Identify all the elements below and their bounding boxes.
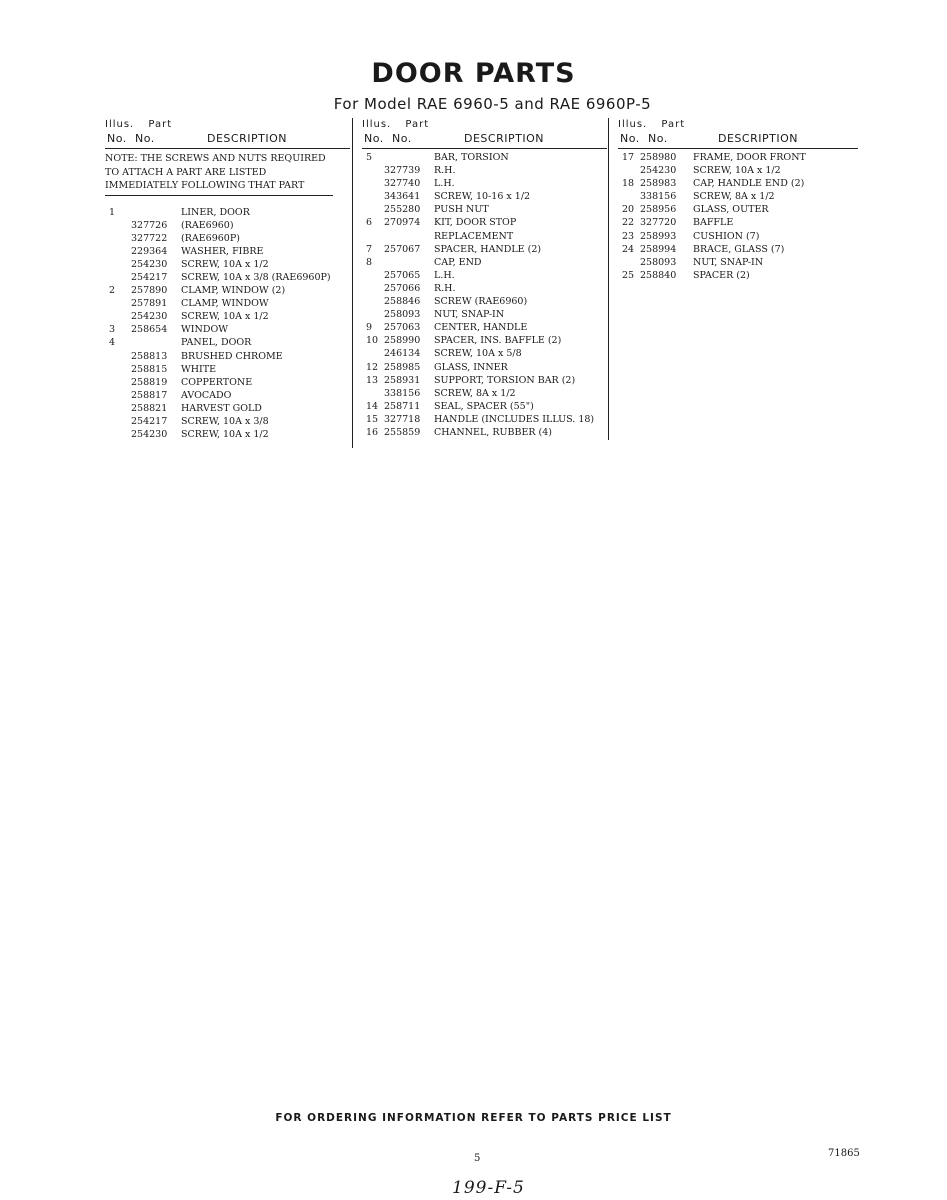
part-row xyxy=(362,427,607,440)
part-number: 257065 xyxy=(384,269,421,281)
part-row xyxy=(362,335,607,348)
part-number: 327722 xyxy=(131,232,168,244)
part-description: BRACE, GLASS (7) xyxy=(693,243,785,255)
part-description: SCREW, 10A x 5/8 xyxy=(434,348,522,360)
illus-number: 20 xyxy=(622,204,635,216)
illus-number: 24 xyxy=(622,243,635,255)
part-row xyxy=(618,270,858,283)
part-row xyxy=(618,178,858,191)
part-row xyxy=(362,414,607,427)
part-description: SEAL, SPACER (55") xyxy=(434,400,534,412)
parts-list-1 xyxy=(105,207,350,443)
parts-list-3 xyxy=(618,152,858,283)
column-header-top xyxy=(618,119,858,132)
part-row xyxy=(618,191,858,204)
page-subtitle: For Model RAE 6960-5 and RAE 6960P-5 xyxy=(333,95,652,113)
part-description: PUSH NUT xyxy=(434,204,489,216)
part-description: NUT, SNAP-IN xyxy=(434,309,505,321)
illus-number: 22 xyxy=(622,217,635,229)
part-row xyxy=(105,403,350,416)
page-number: 5 xyxy=(474,1153,481,1164)
part-description: HARVEST GOLD xyxy=(181,402,262,414)
part-number: 270974 xyxy=(384,217,421,229)
part-number: 254217 xyxy=(131,271,168,283)
part-number: 257066 xyxy=(384,282,421,294)
part-row xyxy=(618,217,858,230)
part-row xyxy=(105,377,350,390)
part-row xyxy=(362,231,607,244)
part-number: 258994 xyxy=(640,243,677,255)
part-description: SCREW (RAE6960) xyxy=(434,296,528,308)
part-number: 258821 xyxy=(131,402,168,414)
part-number: 258093 xyxy=(384,309,421,321)
part-description: (RAE6960) xyxy=(181,219,234,231)
column-header-top xyxy=(362,119,607,132)
illus-number: 25 xyxy=(622,269,635,281)
part-number: 338156 xyxy=(384,387,421,399)
part-number: 254230 xyxy=(131,429,168,441)
illus-number: 17 xyxy=(622,152,635,163)
illus-number: 13 xyxy=(366,374,379,386)
part-description: SCREW, 10A x 3/8 (RAE6960P) xyxy=(181,271,331,283)
page-title: DOOR PARTS xyxy=(371,58,576,89)
part-number: 258985 xyxy=(384,361,421,373)
part-number: 327739 xyxy=(384,165,421,177)
part-description: HANDLE (INCLUDES ILLUS. 18) xyxy=(434,413,595,425)
illus-number: 1 xyxy=(109,206,116,218)
part-row xyxy=(105,246,350,259)
part-description: SUPPORT, TORSION BAR (2) xyxy=(434,374,576,386)
column-header-bottom xyxy=(362,132,607,149)
part-description: PANEL, DOOR xyxy=(181,337,252,349)
part-number: 257063 xyxy=(384,322,421,334)
part-description: SPACER (2) xyxy=(693,269,750,281)
part-row xyxy=(618,257,858,270)
handwritten-note: 199-F-5 xyxy=(452,1178,525,1198)
illus-number: 15 xyxy=(366,413,379,425)
part-number: 338156 xyxy=(640,191,677,203)
part-row xyxy=(362,270,607,283)
illus-number: 5 xyxy=(366,152,373,163)
part-row xyxy=(362,152,607,165)
part-description: NUT, SNAP-IN xyxy=(693,256,764,268)
part-number: 258993 xyxy=(640,230,677,242)
illus-no-label: No. xyxy=(107,132,127,145)
description-label: DESCRIPTION xyxy=(207,132,287,145)
part-row xyxy=(362,217,607,230)
illus-number: 18 xyxy=(622,178,635,190)
part-number: 258983 xyxy=(640,178,677,190)
part-row xyxy=(362,309,607,322)
screws-note: NOTE: THE SCREWS AND NUTS REQUIRED TO ATTACH A PART ARE LISTED IMMEDIATELY FOLLOWING THAT PART xyxy=(105,152,333,196)
part-number: 255859 xyxy=(384,426,421,438)
part-description: WHITE xyxy=(181,363,217,375)
illus-no-label: No. xyxy=(620,132,640,145)
part-number: 255280 xyxy=(384,204,421,216)
part-description: CAP, END xyxy=(434,256,482,268)
illus-number: 4 xyxy=(109,337,116,349)
description-label: DESCRIPTION xyxy=(718,132,798,145)
part-description: SCREW, 10A x 1/2 xyxy=(693,165,781,177)
illus-number: 2 xyxy=(109,285,116,297)
part-number: 327726 xyxy=(131,219,168,231)
part-description: FRAME, DOOR FRONT xyxy=(693,152,806,163)
part-number: 257067 xyxy=(384,243,421,255)
part-description: REPLACEMENT xyxy=(434,230,514,242)
part-description: CUSHION (7) xyxy=(693,230,760,242)
part-description: SCREW, 8A x 1/2 xyxy=(434,387,516,399)
part-number: 258980 xyxy=(640,152,677,163)
part-number: 258819 xyxy=(131,376,168,388)
part-row xyxy=(362,348,607,361)
part-description: BRUSHED CHROME xyxy=(181,350,283,362)
column-divider xyxy=(352,118,353,448)
part-description: R.H. xyxy=(434,282,456,294)
part-number: 343641 xyxy=(384,191,421,203)
part-number: 258711 xyxy=(384,400,421,412)
part-number: 257891 xyxy=(131,298,168,310)
part-row xyxy=(105,364,350,377)
part-number: 254230 xyxy=(640,165,677,177)
part-label: Part xyxy=(661,119,686,130)
part-description: LINER, DOOR xyxy=(181,206,250,218)
part-number: 258093 xyxy=(640,256,677,268)
illus-number: 8 xyxy=(366,256,373,268)
part-row xyxy=(362,322,607,335)
part-row xyxy=(105,337,350,350)
parts-column-1 xyxy=(105,119,350,442)
part-row xyxy=(618,152,858,165)
part-number: 257890 xyxy=(131,285,168,297)
part-number: 327740 xyxy=(384,178,421,190)
part-number: 258813 xyxy=(131,350,168,362)
part-description: WINDOW xyxy=(181,324,228,336)
illus-label: Illus. xyxy=(105,119,135,130)
part-no-label: No. xyxy=(648,132,668,145)
part-row xyxy=(105,324,350,337)
part-description: L.H. xyxy=(434,178,455,190)
part-description: SCREW, 10-16 x 1/2 xyxy=(434,191,531,203)
part-number: 327720 xyxy=(640,217,677,229)
illus-no-label: No. xyxy=(364,132,384,145)
part-row xyxy=(362,296,607,309)
part-row xyxy=(362,401,607,414)
part-number: 254230 xyxy=(131,258,168,270)
illus-number: 7 xyxy=(366,243,373,255)
part-description: SPACER, HANDLE (2) xyxy=(434,243,542,255)
part-number: 258931 xyxy=(384,374,421,386)
part-description: CHANNEL, RUBBER (4) xyxy=(434,426,553,438)
part-description: CAP, HANDLE END (2) xyxy=(693,178,805,190)
part-row xyxy=(362,283,607,296)
illus-number: 23 xyxy=(622,230,635,242)
part-row xyxy=(105,207,350,220)
part-row xyxy=(362,257,607,270)
illus-label: Illus. xyxy=(362,119,392,130)
illus-label: Illus. xyxy=(618,119,648,130)
illus-number: 14 xyxy=(366,400,379,412)
part-description: KIT, DOOR STOP xyxy=(434,217,517,229)
description-label: DESCRIPTION xyxy=(464,132,544,145)
part-description: GLASS, OUTER xyxy=(693,204,769,216)
part-row xyxy=(362,178,607,191)
part-description: BAFFLE xyxy=(693,217,734,229)
part-row xyxy=(362,244,607,257)
part-row xyxy=(362,375,607,388)
part-row xyxy=(105,220,350,233)
parts-column-2 xyxy=(362,119,607,440)
part-number: 258817 xyxy=(131,389,168,401)
part-row xyxy=(362,191,607,204)
parts-list-2 xyxy=(362,152,607,440)
part-row xyxy=(105,429,350,442)
part-row xyxy=(362,362,607,375)
column-header-top xyxy=(105,119,350,132)
part-description: L.H. xyxy=(434,269,455,281)
part-description: SPACER, INS. BAFFLE (2) xyxy=(434,335,562,347)
part-number: 258815 xyxy=(131,363,168,375)
part-row xyxy=(105,390,350,403)
part-number: 254217 xyxy=(131,416,168,427)
part-number: 258956 xyxy=(640,204,677,216)
part-row xyxy=(105,272,350,285)
part-row xyxy=(105,298,350,311)
part-number: 258840 xyxy=(640,269,677,281)
part-row xyxy=(105,311,350,324)
part-number: 258654 xyxy=(131,324,168,336)
illus-number: 3 xyxy=(109,324,116,336)
illus-number: 10 xyxy=(366,335,379,347)
part-description: AVOCADO xyxy=(181,389,232,401)
illus-number: 16 xyxy=(366,426,379,438)
part-row xyxy=(618,165,858,178)
part-row xyxy=(618,244,858,257)
part-row xyxy=(105,259,350,272)
ordering-info: FOR ORDERING INFORMATION REFER TO PARTS PRICE LIST xyxy=(275,1112,672,1124)
parts-column-3 xyxy=(618,119,858,283)
part-row xyxy=(362,165,607,178)
part-number: 254230 xyxy=(131,311,168,323)
part-description: CENTER, HANDLE xyxy=(434,322,528,334)
illus-number: 12 xyxy=(366,361,379,373)
part-number: 258990 xyxy=(384,335,421,347)
part-description: SCREW, 10A x 3/8 xyxy=(181,416,269,427)
part-description: CLAMP, WINDOW xyxy=(181,298,269,310)
part-description: SCREW, 10A x 1/2 xyxy=(181,429,269,441)
part-row xyxy=(105,233,350,246)
part-description: WASHER, FIBRE xyxy=(181,245,264,257)
column-header-bottom xyxy=(105,132,350,149)
part-label: Part xyxy=(148,119,173,130)
illus-number: 6 xyxy=(366,217,373,229)
part-number: 258846 xyxy=(384,296,421,308)
part-row xyxy=(618,204,858,217)
part-description: COPPERTONE xyxy=(181,376,253,388)
part-description: SCREW, 8A x 1/2 xyxy=(693,191,775,203)
part-number: 229364 xyxy=(131,245,168,257)
part-label: Part xyxy=(405,119,430,130)
part-row xyxy=(105,285,350,298)
part-row xyxy=(105,416,350,429)
column-divider xyxy=(608,118,609,440)
part-description: BAR, TORSION xyxy=(434,152,509,163)
part-row xyxy=(105,351,350,364)
part-no-label: No. xyxy=(135,132,155,145)
part-row xyxy=(362,204,607,217)
part-no-label: No. xyxy=(392,132,412,145)
part-number: 327718 xyxy=(384,413,421,425)
part-description: GLASS, INNER xyxy=(434,361,508,373)
part-number: 246134 xyxy=(384,348,421,360)
part-description: SCREW, 10A x 1/2 xyxy=(181,258,269,270)
part-description: R.H. xyxy=(434,165,456,177)
part-description: SCREW, 10A x 1/2 xyxy=(181,311,269,323)
part-row xyxy=(362,388,607,401)
part-description: CLAMP, WINDOW (2) xyxy=(181,285,286,297)
column-header-bottom xyxy=(618,132,858,149)
illus-number: 9 xyxy=(366,322,373,334)
part-description: (RAE6960P) xyxy=(181,232,240,244)
part-row xyxy=(618,231,858,244)
document-code: 71865 xyxy=(828,1148,860,1159)
